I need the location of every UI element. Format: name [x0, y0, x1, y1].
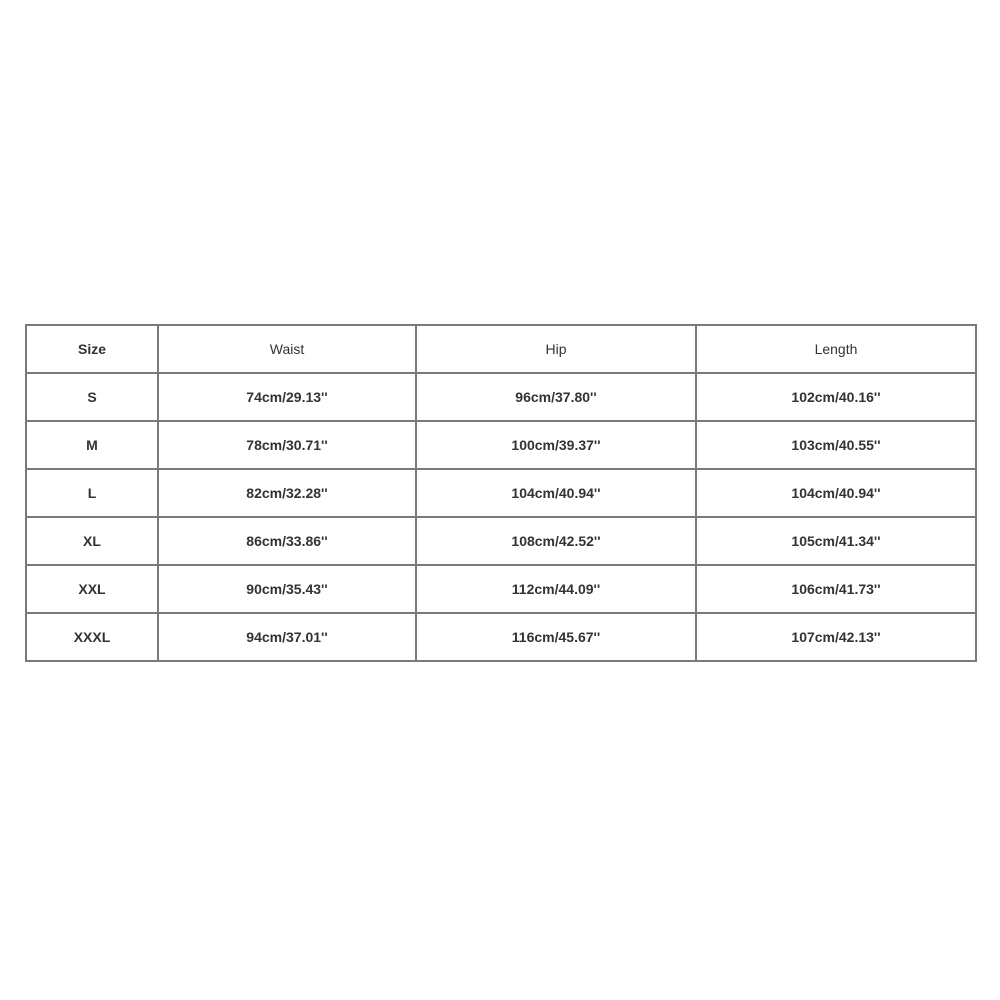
size-cell: XXL — [26, 565, 158, 613]
header-hip: Hip — [416, 325, 696, 373]
length-cell: 107cm/42.13'' — [696, 613, 976, 661]
table-row — [26, 421, 976, 469]
header-waist: Waist — [158, 325, 416, 373]
waist-cell: 78cm/30.71'' — [158, 421, 416, 469]
hip-cell: 112cm/44.09'' — [416, 565, 696, 613]
table-row — [26, 373, 976, 421]
hip-cell: 108cm/42.52'' — [416, 517, 696, 565]
length-cell: 102cm/40.16'' — [696, 373, 976, 421]
table-row — [26, 517, 976, 565]
hip-cell: 100cm/39.37'' — [416, 421, 696, 469]
waist-cell: 94cm/37.01'' — [158, 613, 416, 661]
table-header-row — [26, 325, 976, 373]
table-row — [26, 613, 976, 661]
header-length: Length — [696, 325, 976, 373]
waist-cell: 86cm/33.86'' — [158, 517, 416, 565]
header-size: Size — [26, 325, 158, 373]
hip-cell: 104cm/40.94'' — [416, 469, 696, 517]
table-row — [26, 565, 976, 613]
size-cell: S — [26, 373, 158, 421]
table-row — [26, 469, 976, 517]
waist-cell: 82cm/32.28'' — [158, 469, 416, 517]
length-cell: 103cm/40.55'' — [696, 421, 976, 469]
size-cell: XL — [26, 517, 158, 565]
length-cell: 106cm/41.73'' — [696, 565, 976, 613]
waist-cell: 90cm/35.43'' — [158, 565, 416, 613]
size-cell: M — [26, 421, 158, 469]
size-cell: XXXL — [26, 613, 158, 661]
size-chart-table — [25, 324, 977, 662]
hip-cell: 116cm/45.67'' — [416, 613, 696, 661]
size-cell: L — [26, 469, 158, 517]
length-cell: 105cm/41.34'' — [696, 517, 976, 565]
hip-cell: 96cm/37.80'' — [416, 373, 696, 421]
waist-cell: 74cm/29.13'' — [158, 373, 416, 421]
length-cell: 104cm/40.94'' — [696, 469, 976, 517]
